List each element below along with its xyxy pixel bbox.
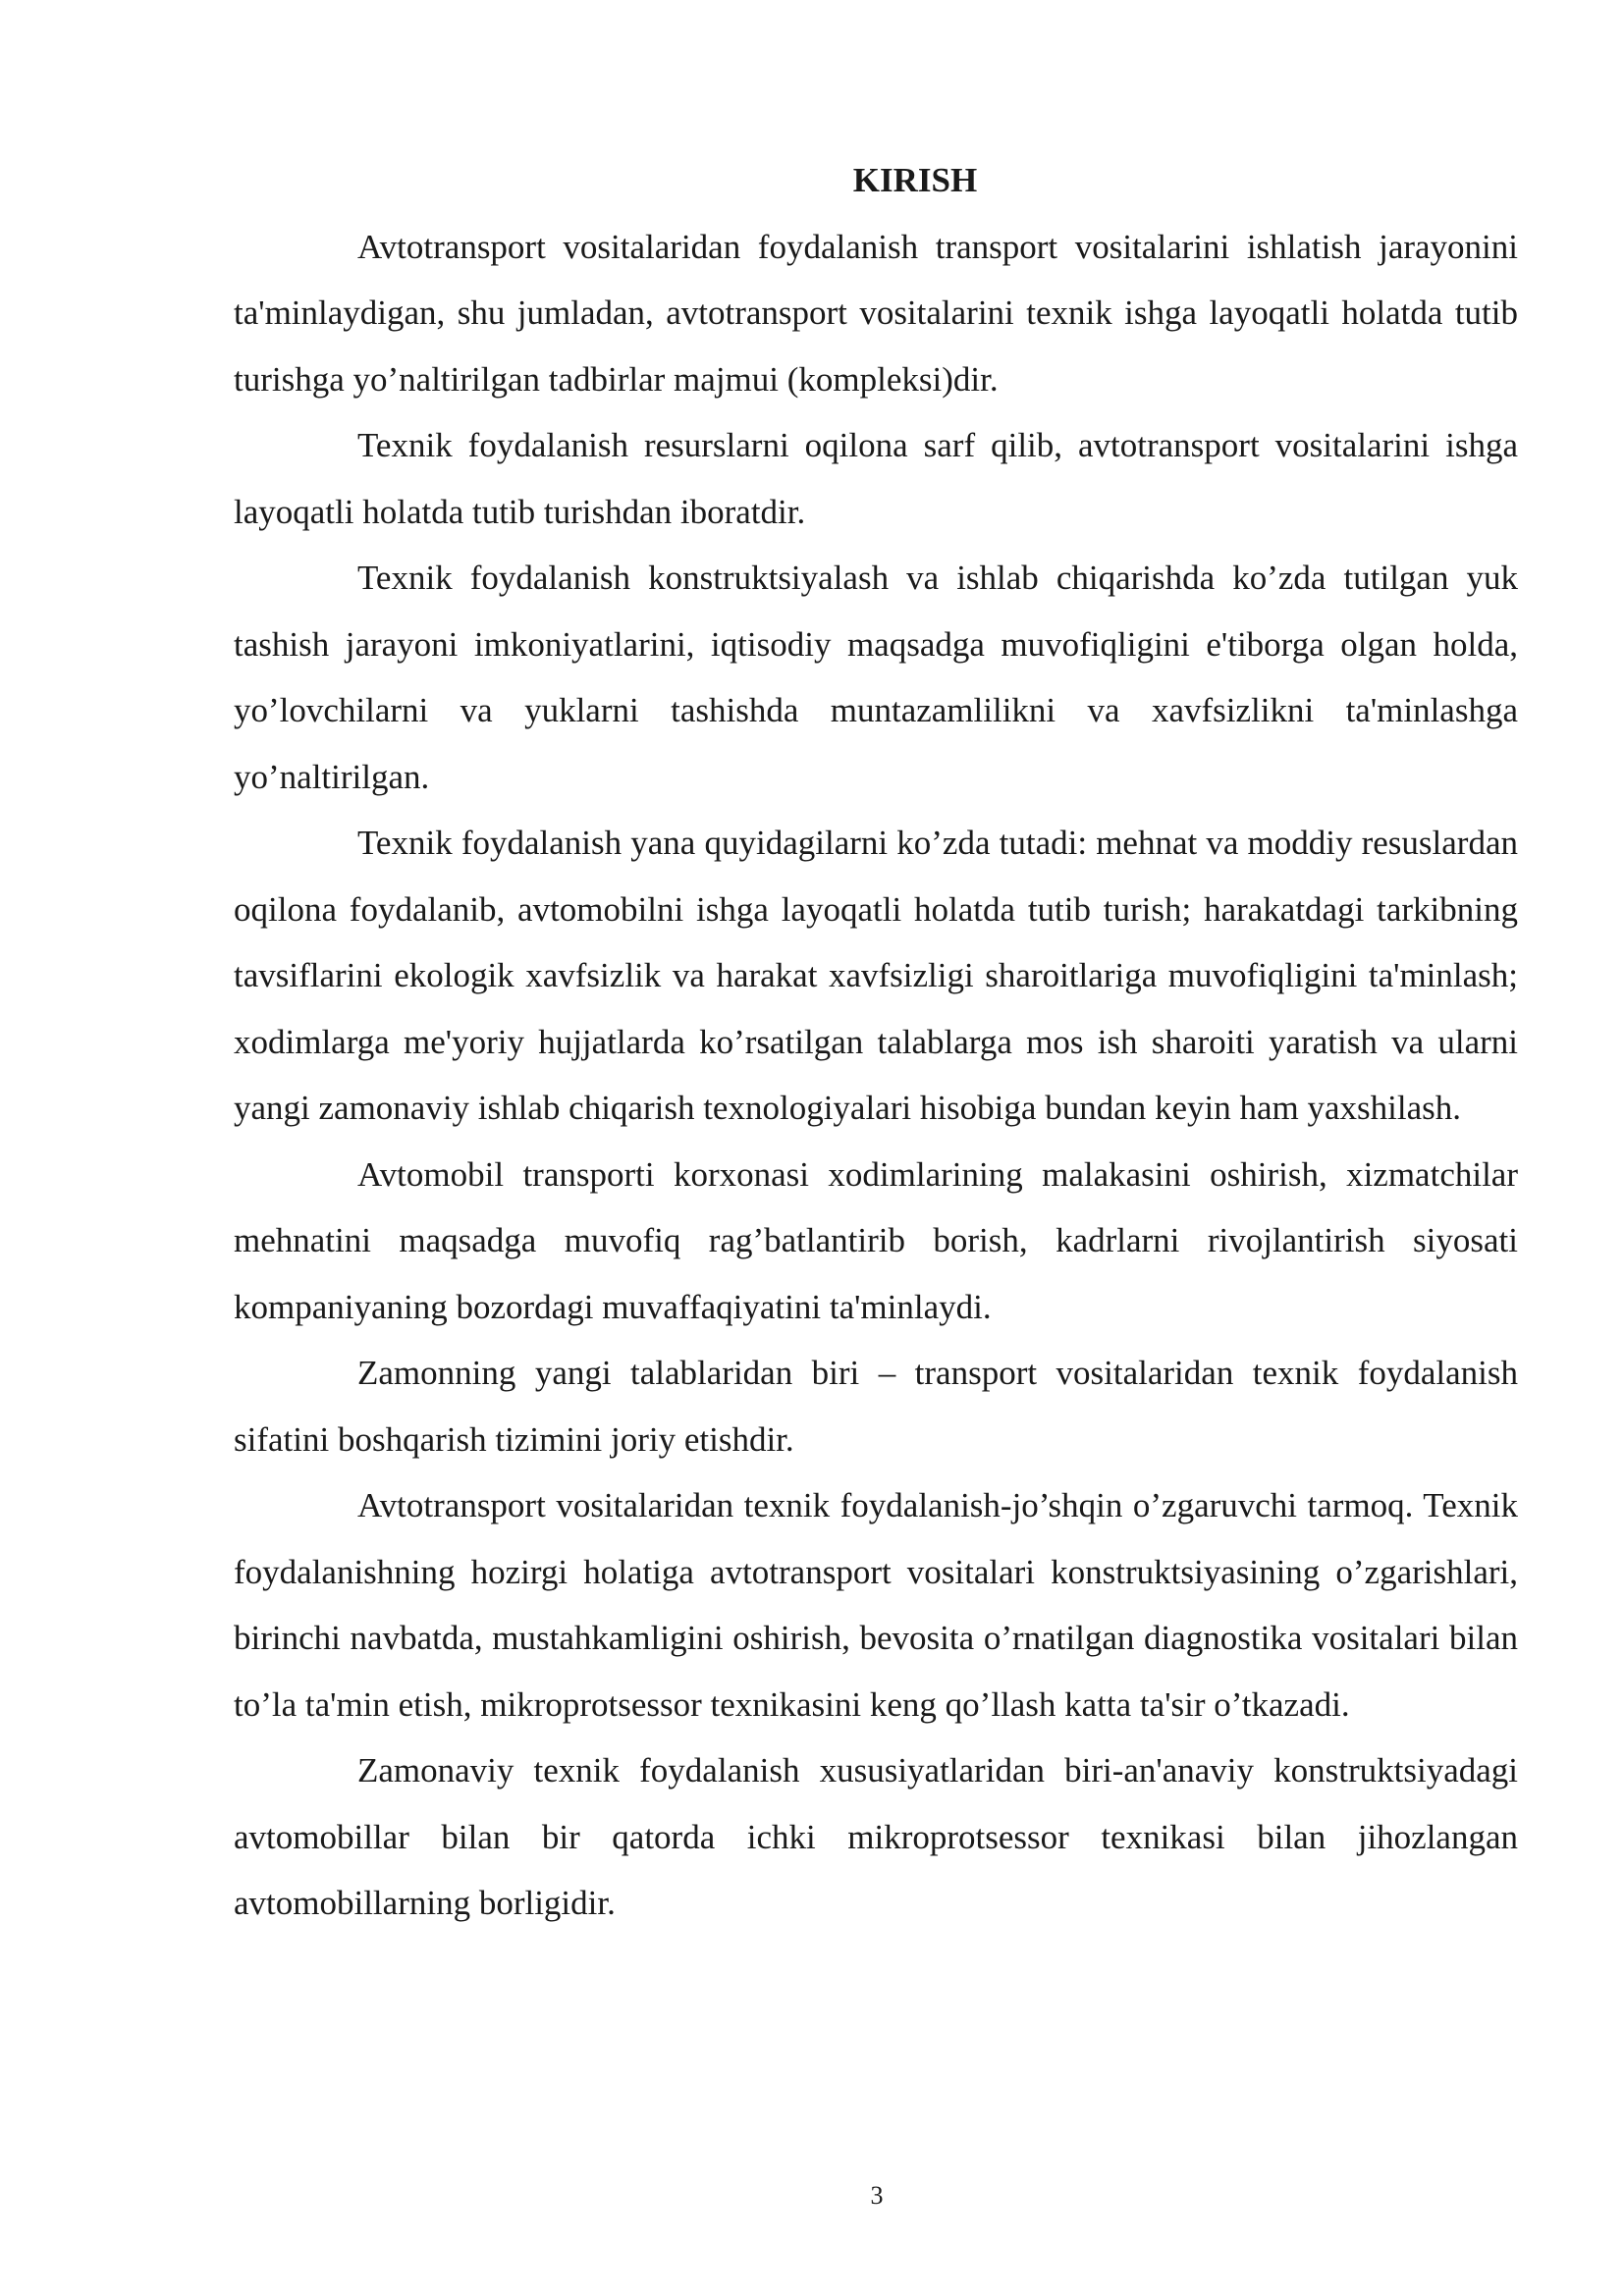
page-title: KIRISH — [852, 161, 978, 199]
page-number: 3 — [870, 2181, 884, 2210]
paragraph-1: Avtotransport vositalaridan foydalanish transport vositalarini ishlatish jarayonini ta'minlaydigan, shu jumladan, avtotransport vositalarini texnik ishga layoqatli holatda tutib turishga yo’naltirilgan tadbirlar majmui (kompleksi)dir. — [234, 227, 1518, 399]
paragraph-6: Zamonning yangi talablaridan biri – transport vositalaridan texnik foydalanish sifatini boshqarish tizimini joriy etishdir. — [234, 1354, 1518, 1459]
paragraph-8: Zamonaviy texnik foydalanish xususiyatlaridan biri-an'anaviy konstruktsiyadagi avtomobillar bilan bir qatorda ichki mikroprotsessor texnikasi bilan jihozlangan avtomobillarning borligidir. — [234, 1751, 1518, 1922]
paragraph-2: Texnik foydalanish resurslarni oqilona sarf qilib, avtotransport vositalarini ishga layoqatli holatda tutib turishdan iboratdir. — [234, 426, 1518, 531]
paragraph-3: Texnik foydalanish konstruktsiyalash va ishlab chiqarishda ko’zda tutilgan yuk tashish jarayoni imkoniyatlarini, iqtisodiy maqsadga muvofiqligini e'tiborga olgan holda, yo’lovchilarni va yuklarni tashishda muntazamlilikni va xavfsizlikni ta'minlashga yo’naltirilgan. — [234, 559, 1518, 796]
document-body — [234, 147, 1518, 1937]
paragraph-4: Texnik foydalanish yana quyidagilarni ko’zda tutadi: mehnat va moddiy resuslardan oqilona foydalanib, avtomobilni ishga layoqatli holatda tutib turish; harakatdagi tarkibning tavsiflarini ekologik xavfsizlik va harakat xavfsizligi sharoitlariga muvofiqligini ta'minlash; xodimlarga me'yoriy hujjatlarda ko’rsatilgan talablarga mos ish sharoiti yaratish va ularni yangi zamonaviy ishlab chiqarish texnologiyalari hisobiga bundan keyin ham yaxshilash. — [234, 824, 1518, 1127]
paragraph-5: Avtomobil transporti korxonasi xodimlarining malakasini oshirish, xizmatchilar mehnatini maqsadga muvofiq rag’batlantirib borish, kadrlarni rivojlantirish siyosati kompaniyaning bozordagi muvaffaqiyatini ta'minlaydi. — [234, 1154, 1518, 1326]
paragraph-7: Avtotransport vositalaridan texnik foydalanish-jo’shqin o’zgaruvchi tarmoq. Texnik foydalanishning hozirgi holatiga avtotransport vositalari konstruktsiyasining o’zgarishlari, birinchi navbatda, mustahkamligini oshirish, bevosita o’rnatilgan diagnostika vositalari bilan to’la ta'min etish, mikroprotsessor texnikasini keng qo’llash katta ta'sir o’tkazadi. — [234, 1486, 1518, 1724]
